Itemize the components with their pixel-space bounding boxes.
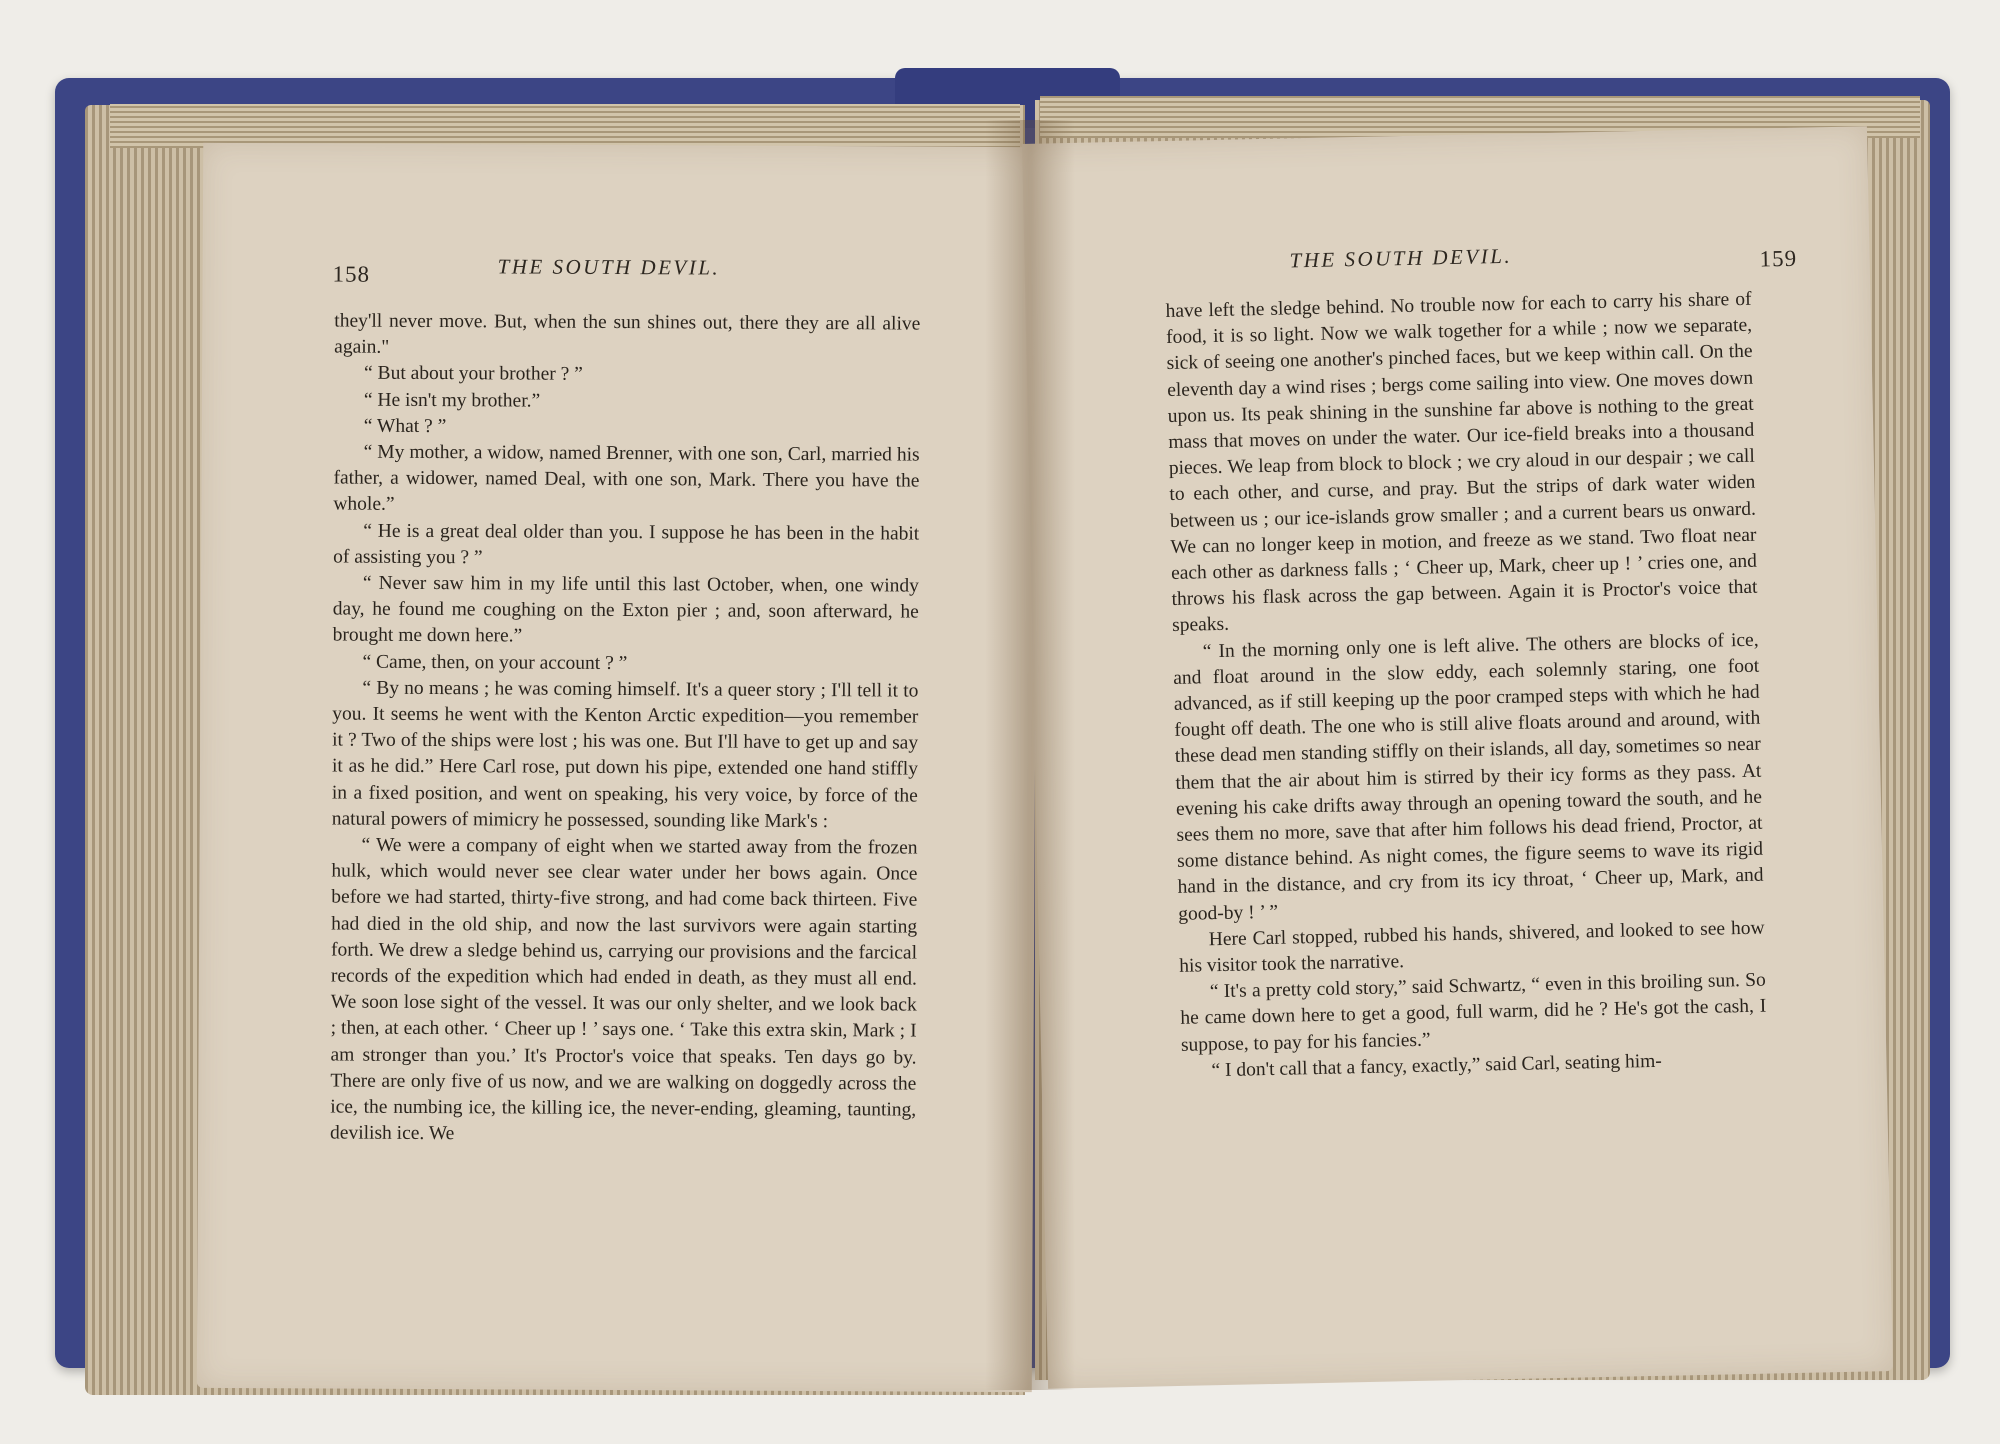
paragraph: “ We were a company of eight when we started away from the frozen hulk, which would never see clear water under her bows again. Once before we had started, thirty-five strong, and had come back thirteen. Five had died in the old ship, and now the last survivors were again starting forth. We drew a sledge behind us, carrying our provisions and the farcical records of the expedition which had ended in death, as they must all end. We soon lose sight of the vessel. It was our only shelter, and we look back ; then, at each other. ‘ Cheer up ! ’ says one. ‘ Take this extra skin, Mark ; I am stronger than you.’ It's Proctor's voice that speaks. Ten days go by. There are only five of us now, and we are walking on doggedly across the ice, the numbing ice, the killing ice, the never-ending, gleaming, taunting, devilish ice. We xyxy=(330,834,918,1145)
page-number: 158 xyxy=(332,261,371,287)
page-edges-top-left xyxy=(110,104,1020,148)
page-body xyxy=(330,309,920,1151)
paragraph: “ It's a pretty cold story,” said Schwartz, “ even in this broiling sun. So he came down here to get a good, full warm, did he ? He's got the cash, I suppose, to pay for his fancies.” xyxy=(1180,969,1767,1056)
running-head: THE SOUTH DEVIL. xyxy=(1289,243,1513,273)
paragraph: “ He is a great deal older than you. I suppose he has been in the habit of assisting you ? ” xyxy=(333,520,920,569)
page-body xyxy=(1165,287,1767,1085)
right-page xyxy=(1022,126,1893,1388)
paragraph: “ Came, then, on your account ? ” xyxy=(362,651,628,674)
paragraph: “ My mother, a widow, named Brenner, with one son, Carl, married his father, a widower, named Deal, with one son, Mark. There you have the whole.” xyxy=(333,441,920,516)
paragraph: “ But about your brother ? ” xyxy=(364,363,583,386)
left-page xyxy=(197,143,1039,1392)
running-head: THE SOUTH DEVIL. xyxy=(497,254,721,280)
paragraph: “ By no means ; he was coming himself. It's a queer story ; I'll tell it to you. It seems he went with the Kenton Arctic expedition—you remember it ? Two of the ships were lost ; his was one. But I'll have to get up and say it as he did.” Here Carl rose, put down his pipe, extended one hand stiffly in a fixed position, and went on speaking, his very voice, by force of the natural powers of mimicry he possessed, sounding like Mark's : xyxy=(331,677,919,832)
paragraph: “ I don't call that a fancy, exactly,” said Carl, seating him- xyxy=(1211,1050,1663,1082)
paragraph: Here Carl stopped, rubbed his hands, shivered, and looked to see how his visitor took the narrative. xyxy=(1179,917,1765,977)
paragraph: they'll never move. But, when the sun shines out, there they are all alive again." xyxy=(334,310,921,359)
paragraph: “ Never saw him in my life until this last October, when, one windy day, he found me coughing on the Exton pier ; and, soon afterward, he brought me down here.” xyxy=(332,572,920,647)
page-number: 159 xyxy=(1759,245,1798,272)
paragraph: “ In the morning only one is left alive. The others are blocks of ice, and float around in the slow eddy, each solemnly staring, one foot advanced, as if still keeping up the poor cramped steps with which he had fought off death. The one who is still alive floats around and around, with these dead men standing stiffly on their islands, all day, sometimes so near them that the air about him is stirred by their icy forms as they pass. At evening his cake drifts away through an opening toward the south, and he sees them no more, save that after him follows his dead friend, Proctor, at some distance behind. As night comes, the figure seems to wave its rigid hand in the distance, and cry from its icy throat, ‘ Cheer up, Mark, and good-by ! ’ ” xyxy=(1173,629,1764,925)
paragraph: have left the sledge behind. No trouble now for each to carry his share of food, it is so light. Now we walk together for a while ; now we separate, sick of seeing one another's pinched faces, but we keep within call. On the eleventh day a wind rises ; bergs come sailing into view. One moves down upon us. Its peak shining in the sunshine far above is nothing to the great mass that moves on under the water. Our ice-field breaks into a thousand pieces. We leap from block to block ; we cry aloud in our despair ; we call to each other, and curse, and pray. But the strips of dark water widen between us ; our ice-islands grow smaller ; and a current bears us onward. We can no longer keep in motion, and freeze as we stand. Two float near each other as darkness falls ; ‘ Cheer up, Mark, cheer up ! ’ cries one, and throws his flask across the gap between. Again it is Proctor's voice that speaks. xyxy=(1165,288,1758,637)
paragraph: “ What ? ” xyxy=(363,415,447,437)
paragraph: “ He isn't my brother.” xyxy=(363,389,541,412)
